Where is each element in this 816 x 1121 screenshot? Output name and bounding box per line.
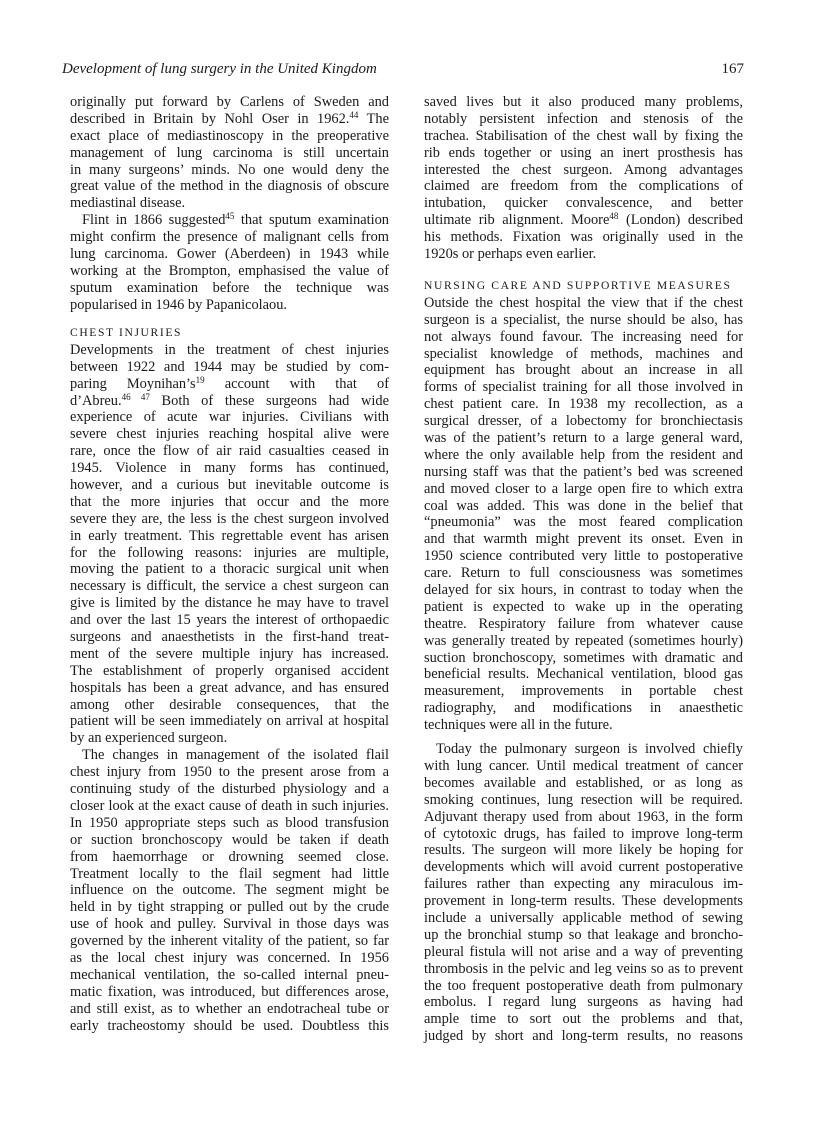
text-segment: The changes in management of the isolated flail xyxy=(82,747,389,764)
text-line xyxy=(70,545,389,562)
text-segment: include a universally applicable method of sewing xyxy=(424,909,743,926)
text-segment: 1950 science contributed very little to postoperative xyxy=(424,548,743,565)
text-line xyxy=(424,548,743,565)
text-line xyxy=(70,162,389,179)
text-line xyxy=(424,842,743,859)
text-line xyxy=(424,430,743,447)
text-segment: severe chest injuries reaching hospital alive were xyxy=(70,426,389,443)
text-line xyxy=(70,832,389,849)
text-segment: working at the Brompton, emphasised the value of xyxy=(70,262,389,279)
text-segment: and still exist, as to whether an endotracheal tube or xyxy=(70,1000,389,1017)
text-segment: failures rather than expecting any miraculous im- xyxy=(424,876,743,893)
text-line xyxy=(70,967,389,984)
text-segment: governed by the inherent vitality of the patient, so far xyxy=(70,933,389,950)
text-line xyxy=(424,396,743,413)
text-line xyxy=(424,212,743,229)
text-line xyxy=(424,498,743,515)
running-head: Development of lung surgery in the United Kingdom xyxy=(62,61,377,77)
text-segment: surgical dresser, of a lobectomy for bronchiectasis xyxy=(424,413,743,430)
text-line xyxy=(424,346,743,363)
text-line xyxy=(424,178,743,195)
left-column-chest-injuries xyxy=(70,325,389,1034)
text-segment: Developments in the treatment of chest injuries xyxy=(70,341,389,358)
text-line xyxy=(70,680,389,697)
text-segment: measurement, improvements in portable chest xyxy=(424,683,743,700)
text-segment: as the local chest injury was concerned. In 1956 xyxy=(70,949,389,966)
text-line xyxy=(70,815,389,832)
text-line xyxy=(424,195,743,212)
reference-superscript: 46 47 xyxy=(121,391,150,402)
text-line xyxy=(70,263,389,280)
text-line xyxy=(424,910,743,927)
text-line xyxy=(424,792,743,809)
text-segment: by an experienced surgeon. xyxy=(70,730,228,747)
text-segment: between 1922 and 1944 may be studied by com- xyxy=(70,358,389,375)
text-segment: forms of specialist training for all those involved in xyxy=(424,379,743,396)
text-line xyxy=(70,612,389,629)
text-segment: nursing staff was that the patient’s bed was screened xyxy=(424,463,743,480)
text-segment: The establishment of properly organised accident xyxy=(70,662,389,679)
paragraph xyxy=(424,94,743,263)
text-line xyxy=(424,927,743,944)
text-segment: held in by tight strapping or pulled out by the crude xyxy=(70,899,389,916)
text-segment: ultimate rib alignment. Moore xyxy=(424,212,610,229)
text-segment: chest patient care. In 1938 my recollection, as a xyxy=(424,396,743,413)
text-line xyxy=(70,178,389,195)
paragraph xyxy=(424,741,743,1045)
text-segment: influence on the outcome. The segment might be xyxy=(70,882,389,899)
text-line xyxy=(424,582,743,599)
text-line xyxy=(424,809,743,826)
text-line xyxy=(424,961,743,978)
text-segment: rare, once the flow of air raid casualties ceased in xyxy=(70,443,389,460)
text-line xyxy=(424,379,743,396)
text-segment: Treatment locally to the flail segment had little xyxy=(70,865,389,882)
text-line xyxy=(424,876,743,893)
text-line xyxy=(70,882,389,899)
text-segment: theatre. Respiratory failure from whatever cause xyxy=(424,615,743,632)
text-segment: rib ends together or using an inert prosthesis has xyxy=(424,144,743,161)
text-segment: pleural fistula will not arise and a way of preventing xyxy=(424,943,743,960)
text-segment: use of hook and pulley. Survival in those days was xyxy=(70,916,389,933)
text-segment: up the bronchial stump so that leakage and broncho- xyxy=(424,926,743,943)
text-segment: and over the last 15 years the interest of orthopaedic xyxy=(70,612,389,629)
paragraph xyxy=(424,295,743,734)
text-segment: sputum examination before the technique was xyxy=(70,279,389,296)
text-segment: The xyxy=(358,110,389,127)
text-segment: matic fixation, was introduced, but differences arose, xyxy=(70,983,389,1000)
text-segment: among other desirable consequences, that the xyxy=(70,696,389,713)
reference-superscript: 45 xyxy=(225,211,235,222)
text-segment: great value of the method in the diagnosis of obscure xyxy=(70,178,389,195)
text-segment: from haemorrhage or drowning seemed close. xyxy=(70,848,389,865)
text-line xyxy=(70,697,389,714)
text-line xyxy=(70,781,389,798)
text-segment: originally put forward by Carlens of Sweden and xyxy=(70,94,389,110)
paragraph-gap xyxy=(424,734,743,741)
text-line xyxy=(70,393,389,410)
text-segment: interested the chest surgeon. Among advantages xyxy=(424,161,743,178)
text-line xyxy=(70,494,389,511)
paragraph xyxy=(70,212,389,313)
text-segment: the too frequent postoperative death from pulmonary xyxy=(424,977,743,994)
text-line xyxy=(70,629,389,646)
text-segment: developments which will avoid current postoperative xyxy=(424,859,743,876)
right-column-top xyxy=(424,94,743,263)
text-segment: with lung cancer. Until medical treatment of cancer xyxy=(424,757,743,774)
text-segment: 1945. Violence in many forms has continued, xyxy=(70,460,389,477)
text-line xyxy=(424,633,743,650)
text-line xyxy=(70,899,389,916)
text-line xyxy=(70,646,389,663)
text-line xyxy=(424,531,743,548)
text-segment: delayed for six hours, in contrast to today when the xyxy=(424,582,743,599)
text-segment: was of the patient’s return to a large general ward, xyxy=(424,430,743,447)
text-segment: patient will be seen immediately on arrival at hospital xyxy=(70,713,389,730)
left-column-top xyxy=(70,94,389,314)
text-segment: suction bronchoscopy, sometimes with dramatic and xyxy=(424,649,743,666)
text-line xyxy=(70,297,389,314)
text-line xyxy=(424,978,743,995)
text-line xyxy=(70,866,389,883)
text-line xyxy=(424,859,743,876)
text-line xyxy=(424,145,743,162)
text-segment: provement in long-term results. These developments xyxy=(424,893,743,910)
text-line xyxy=(70,359,389,376)
text-segment: Flint in 1866 suggested xyxy=(82,212,226,229)
text-segment: severe they are, the less is the chest surgeon involved xyxy=(70,510,389,527)
reference-superscript: 19 xyxy=(195,374,205,385)
text-segment: embolus. I regard lung surgeons as having had xyxy=(424,994,743,1011)
text-line xyxy=(424,162,743,179)
text-segment: might confirm the presence of malignant cells from xyxy=(70,229,389,246)
text-segment: not always found favour. The increasing need for xyxy=(424,328,743,345)
text-segment: In 1950 appropriate steps such as blood transfusion xyxy=(70,814,389,831)
text-line xyxy=(424,683,743,700)
text-segment: ment of the severe multiple injury has increased. xyxy=(70,645,389,662)
text-line xyxy=(70,342,389,359)
text-segment: Today the pulmonary surgeon is involved chiefly xyxy=(436,741,743,758)
text-line xyxy=(70,561,389,578)
text-line xyxy=(70,460,389,477)
text-segment: hospitals has been a great advance, and has ensured xyxy=(70,679,389,696)
text-line xyxy=(70,195,389,212)
text-line xyxy=(424,229,743,246)
text-segment: however, and a curious but inevitable outcome is xyxy=(70,477,389,494)
text-segment: early tracheostomy should be used. Doubtless this xyxy=(70,1017,389,1034)
text-segment: (London) described xyxy=(618,212,744,229)
text-segment: chest injury from 1950 to the present arose from a xyxy=(70,764,389,781)
text-line xyxy=(70,950,389,967)
page-number: 167 xyxy=(721,61,744,77)
text-segment: notably persistent infection and stenosis of the xyxy=(424,110,743,127)
text-segment: continuing study of the disturbed physiology and a xyxy=(70,781,389,798)
text-line xyxy=(70,916,389,933)
text-segment: popularised in 1946 by Papanicolaou. xyxy=(70,296,288,313)
text-segment: Both of these surgeons had wide xyxy=(149,392,390,409)
text-segment: paring Moynihan’s xyxy=(70,375,196,392)
reference-superscript: 44 xyxy=(349,109,359,120)
text-segment: equipment has brought about an increase in all xyxy=(424,362,743,379)
text-line xyxy=(424,413,743,430)
paragraph xyxy=(70,94,389,212)
text-segment: smoking continues, lung resection will be required. xyxy=(424,791,743,808)
text-segment: and that warmth might prevent its onset. Even in xyxy=(424,531,743,548)
text-line xyxy=(70,849,389,866)
text-segment: ample time to sort out the problems and that, xyxy=(424,1011,743,1028)
text-segment: intubation, quicker convalescence, and better xyxy=(424,195,743,212)
text-line xyxy=(70,511,389,528)
text-line xyxy=(70,111,389,128)
text-line xyxy=(70,933,389,950)
text-line xyxy=(70,730,389,747)
text-line xyxy=(424,565,743,582)
text-line xyxy=(424,128,743,145)
text-line xyxy=(424,666,743,683)
text-line xyxy=(70,426,389,443)
section-heading: CHEST INJURIES xyxy=(70,326,183,339)
text-segment: techniques were all in the future. xyxy=(424,717,613,734)
text-line xyxy=(70,409,389,426)
text-segment: for the following reasons: injuries are multiple, xyxy=(70,544,389,561)
text-line xyxy=(70,229,389,246)
text-segment: trachea. Stabilisation of the chest wall by fixing the xyxy=(424,127,743,144)
text-segment: beneficial results. Mechanical ventilation, blood gas xyxy=(424,666,743,683)
text-segment: patient is expected to wake up in the operating xyxy=(424,598,743,615)
text-line xyxy=(424,312,743,329)
text-line xyxy=(70,94,389,111)
text-line xyxy=(424,700,743,717)
text-segment: 1920s or perhaps even earlier. xyxy=(424,246,597,263)
text-line xyxy=(70,984,389,1001)
text-line xyxy=(70,1018,389,1035)
text-line xyxy=(70,212,389,229)
text-line xyxy=(424,362,743,379)
text-line xyxy=(70,578,389,595)
text-line xyxy=(70,376,389,393)
text-segment: moving the patient to a thoracic surgical unit when xyxy=(70,561,389,578)
text-segment: surgeon is a specialist, the nurse should be also, has xyxy=(424,311,743,328)
text-line xyxy=(70,595,389,612)
text-line xyxy=(424,650,743,667)
text-line xyxy=(70,477,389,494)
text-segment: Adjuvant therapy used from about 1963, in the form xyxy=(424,808,743,825)
text-line xyxy=(70,747,389,764)
text-segment: radiography, and modifications in anaesthetic xyxy=(424,700,743,717)
text-line xyxy=(70,246,389,263)
text-line xyxy=(70,128,389,145)
text-segment: management of lung carcinoma is still uncertain xyxy=(70,144,389,161)
text-line xyxy=(70,713,389,730)
paragraph xyxy=(70,747,389,1034)
text-segment: “pneumonia” was the most feared complication xyxy=(424,514,743,531)
text-line xyxy=(424,94,743,111)
text-segment: and moved closer to a large open fire to which extra xyxy=(424,480,743,497)
text-segment: specialist knowledge of methods, machines and xyxy=(424,345,743,362)
text-line xyxy=(424,295,743,312)
text-line xyxy=(424,464,743,481)
text-segment: his methods. Fixation was originally used in the xyxy=(424,229,743,246)
text-segment: claimed are freedom from the complications of xyxy=(424,178,743,195)
text-line xyxy=(424,994,743,1011)
text-segment: mediastinal disease. xyxy=(70,195,186,212)
text-segment: account with that of xyxy=(204,375,389,392)
paragraph xyxy=(70,342,389,747)
text-line xyxy=(70,1001,389,1018)
text-segment: in early treatment. This regrettable event has arisen xyxy=(70,527,389,544)
text-line xyxy=(424,775,743,792)
text-segment: that sputum examination xyxy=(234,212,389,229)
text-segment: Outside the chest hospital the view that if the chest xyxy=(424,294,743,311)
text-segment: care. Return to full consciousness was sometimes xyxy=(424,565,743,582)
text-line xyxy=(424,893,743,910)
text-line xyxy=(424,246,743,263)
text-segment: mechanical ventilation, the so-called internal pneu- xyxy=(70,966,389,983)
text-segment: results. The surgeon will more likely be hoping for xyxy=(424,842,743,859)
text-segment: lung carcinoma. Gower (Aberdeen) in 1943 while xyxy=(70,246,389,263)
text-segment: that the more injuries that occur and the more xyxy=(70,493,389,510)
text-line xyxy=(424,944,743,961)
text-line xyxy=(70,663,389,680)
text-line xyxy=(70,798,389,815)
text-line xyxy=(70,145,389,162)
text-line xyxy=(424,1028,743,1045)
text-segment: described in Britain by Nohl Oser in 1962. xyxy=(70,110,350,127)
text-segment: give is limited by the distance he may have to travel xyxy=(70,595,389,612)
text-line xyxy=(424,717,743,734)
text-segment: coal was added. This was done in the belief that xyxy=(424,497,743,514)
text-line xyxy=(424,447,743,464)
text-line xyxy=(424,329,743,346)
text-segment: or suction bronchoscopy would be taken if death xyxy=(70,831,389,848)
text-line xyxy=(424,616,743,633)
text-line xyxy=(424,758,743,775)
text-line xyxy=(70,528,389,545)
text-line xyxy=(424,111,743,128)
text-segment: saved lives but it also produced many problems, xyxy=(424,94,743,110)
text-segment: was generally treated by repeated (sometimes hourly) xyxy=(424,632,743,649)
text-segment: judged by short and long-term results, no reasons xyxy=(424,1028,743,1045)
text-segment: in many surgeons’ minds. No one would deny the xyxy=(70,161,389,178)
text-segment: where the only available help from the resident and xyxy=(424,446,743,463)
text-line xyxy=(70,764,389,781)
text-segment: becomes available and established, or as long as xyxy=(424,774,743,791)
text-segment: of cytotoxic drugs, has failed to improve long-term xyxy=(424,825,743,842)
text-line xyxy=(70,280,389,297)
text-line xyxy=(424,1011,743,1028)
right-column-nursing-care xyxy=(424,278,743,1045)
text-segment: necessary is difficult, the service a chest surgeon can xyxy=(70,578,389,595)
section-heading: NURSING CARE AND SUPPORTIVE MEASURES xyxy=(424,279,732,292)
text-segment: experience of acute war injuries. Civilians with xyxy=(70,409,389,426)
text-line xyxy=(424,481,743,498)
text-segment: closer look at the exact cause of death in such injuries. xyxy=(70,797,389,814)
text-line xyxy=(424,826,743,843)
text-line xyxy=(424,514,743,531)
text-segment: d’Abreu. xyxy=(70,392,122,409)
text-line xyxy=(70,443,389,460)
text-line xyxy=(424,741,743,758)
text-segment: thrombosis in the pelvic and leg veins so as to prevent xyxy=(424,960,743,977)
reference-superscript: 48 xyxy=(609,211,619,222)
text-segment: exact place of mediastinoscopy in the preoperative xyxy=(70,127,389,144)
text-line xyxy=(424,599,743,616)
text-segment: surgeons and anaesthetists in the first-hand treat- xyxy=(70,629,389,646)
